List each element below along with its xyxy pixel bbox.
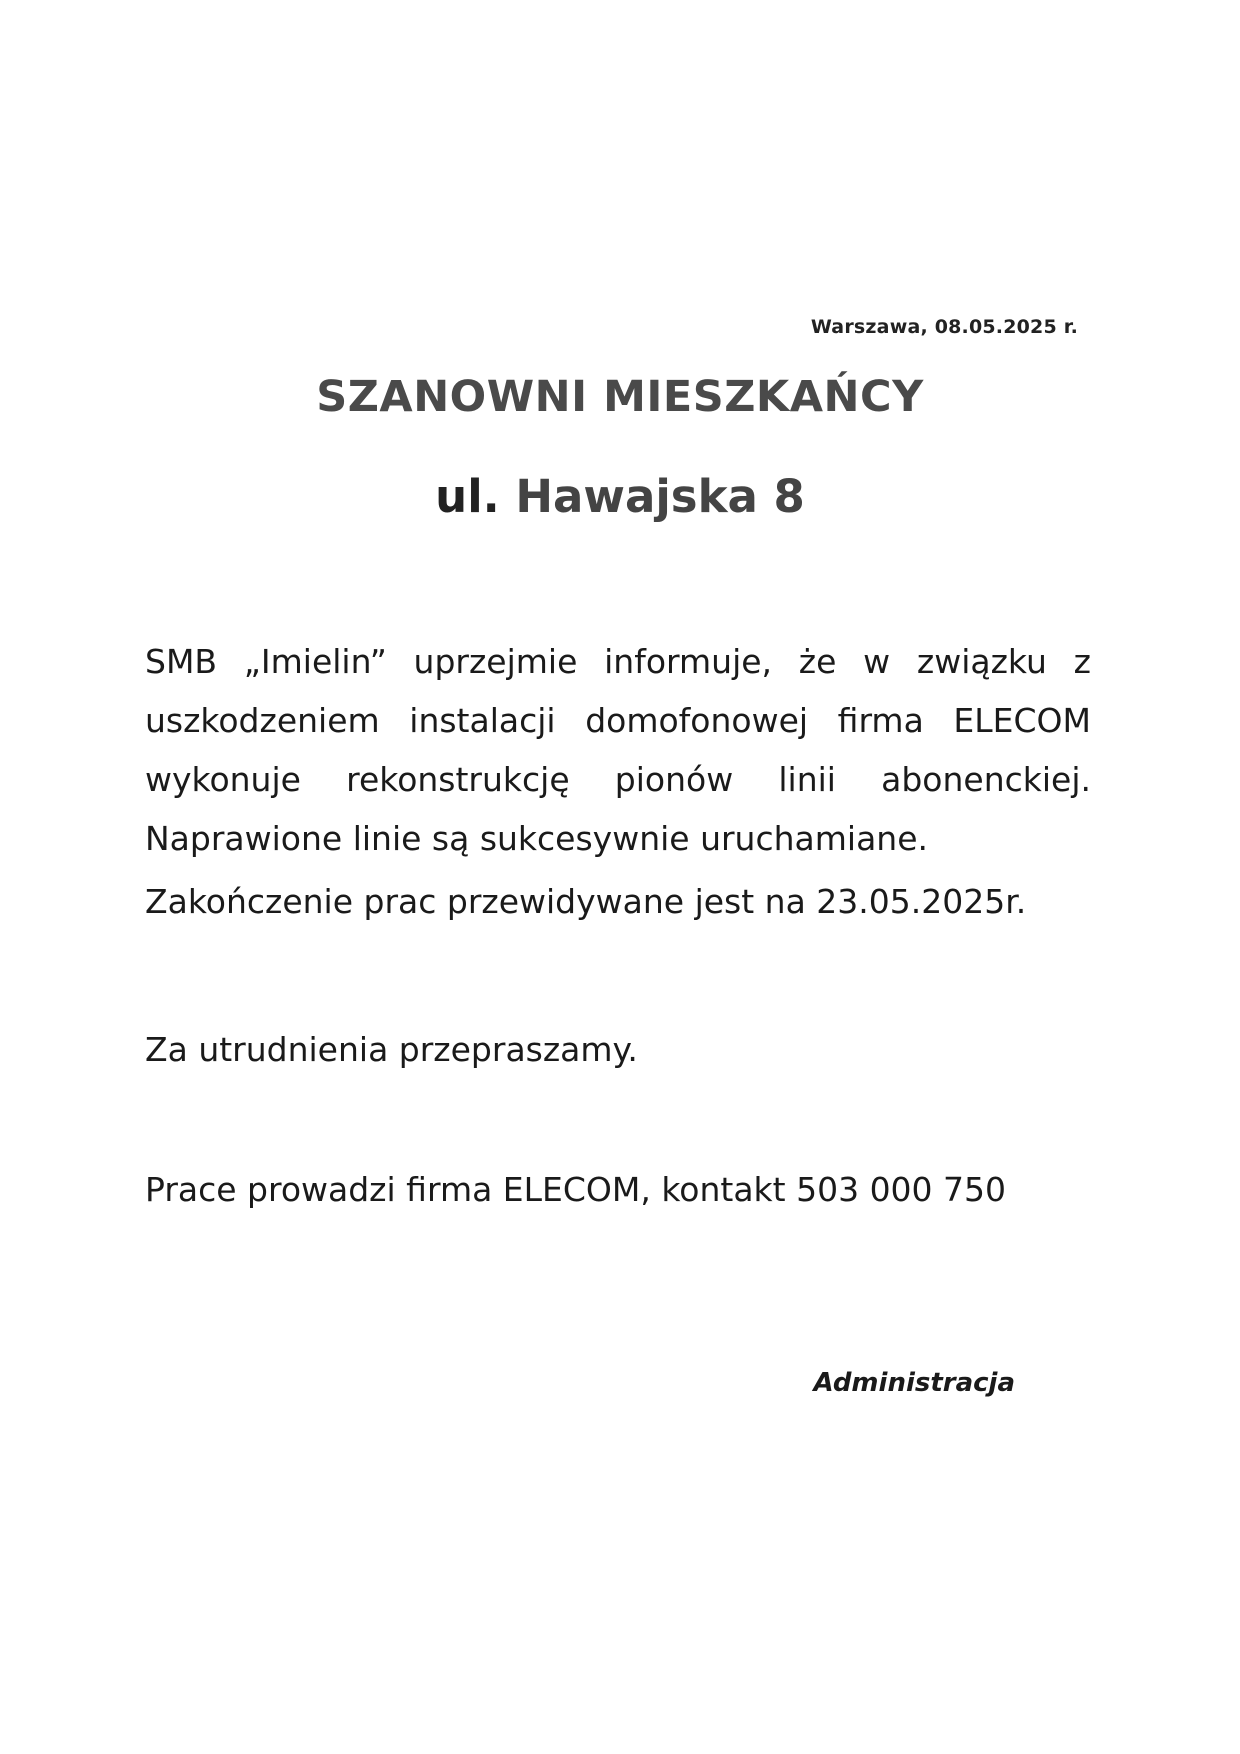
address-prefix: ul. — [435, 470, 500, 523]
main-paragraph-line: wykonuje rekonstrukcję pionów linii abonenckiej. — [145, 760, 1091, 799]
date-line: Warszawa, 08.05.2025 r. — [810, 316, 1078, 338]
main-paragraph-line: Naprawione linie są sukcesywnie uruchamiane. — [145, 819, 928, 858]
signature: Administracja — [813, 1368, 1015, 1398]
main-paragraph — [145, 632, 1091, 868]
contact-paragraph: Prace prowadzi firma ELECOM, kontakt 503 000 750 — [145, 1170, 1007, 1209]
address-street: Hawajska 8 — [515, 470, 805, 523]
address-heading — [0, 470, 1240, 523]
completion-date-paragraph: Zakończenie prac przewidywane jest na 23.05.2025r. — [145, 882, 1027, 921]
main-paragraph-line: uszkodzeniem instalacji domofonowej firma ELECOM — [145, 701, 1091, 740]
notice-title: SZANOWNI MIESZKAŃCY — [316, 372, 924, 422]
main-paragraph-line: SMB „Imielin” uprzejmie informuje, że w związku z — [145, 642, 1091, 681]
apology-paragraph: Za utrudnienia przepraszamy. — [145, 1030, 638, 1069]
